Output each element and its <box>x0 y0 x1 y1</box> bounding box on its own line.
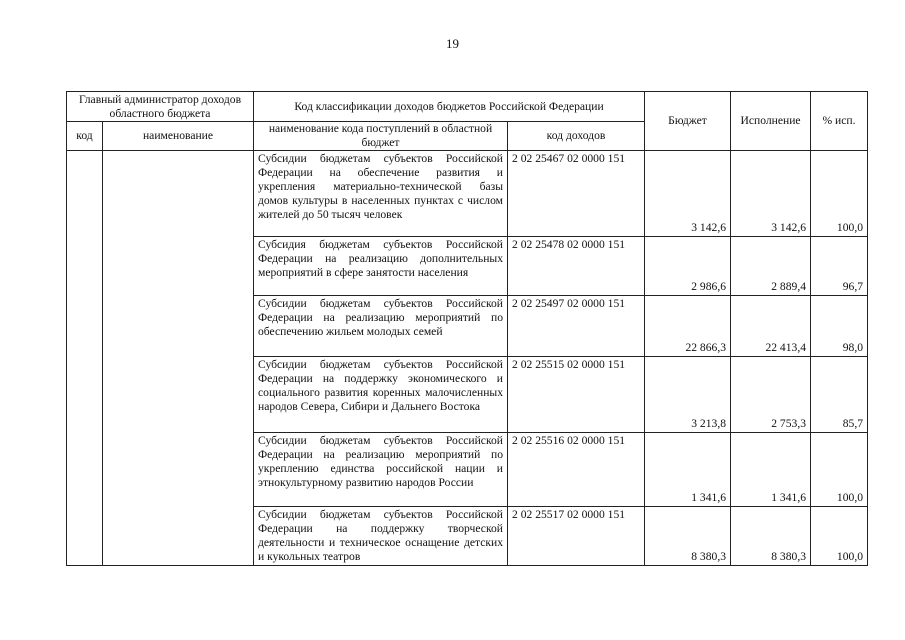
header-code: код <box>67 122 103 151</box>
admin-name-cell <box>103 237 254 296</box>
table-row <box>67 237 868 296</box>
execution-cell: 22 413,4 <box>731 296 811 357</box>
execution-cell: 3 142,6 <box>731 151 811 237</box>
table-row <box>67 296 868 357</box>
admin-name-cell <box>103 151 254 237</box>
income-name-cell: Субсидии бюджетам субъектов Российской Федерации на реализацию мероприятий по укреплению единства российской нации и этнокультурному развитию народов России <box>254 433 508 507</box>
income-code-cell: 2 02 25517 02 0000 151 <box>508 507 645 566</box>
budget-cell: 22 866,3 <box>645 296 731 357</box>
header-budget: Бюджет <box>645 92 731 151</box>
percent-cell: 98,0 <box>811 296 868 357</box>
income-code-cell: 2 02 25497 02 0000 151 <box>508 296 645 357</box>
admin-code-cell <box>67 433 103 507</box>
table-row <box>67 357 868 433</box>
percent-cell: 85,7 <box>811 357 868 433</box>
header-execution: Исполнение <box>731 92 811 151</box>
table-row <box>67 433 868 507</box>
admin-code-cell <box>67 296 103 357</box>
table-body <box>67 151 868 566</box>
percent-cell: 100,0 <box>811 507 868 566</box>
income-code-cell: 2 02 25515 02 0000 151 <box>508 357 645 433</box>
income-name-cell: Субсидия бюджетам субъектов Российской Федерации на реализацию дополнительных мероприятий в сфере занятости населения <box>254 237 508 296</box>
header-admin-group: Главный администратор доходов областного бюджета <box>67 92 254 122</box>
header-classification-group: Код классификации доходов бюджетов Российской Федерации <box>254 92 645 122</box>
admin-code-cell <box>67 507 103 566</box>
income-code-cell: 2 02 25467 02 0000 151 <box>508 151 645 237</box>
income-name-cell: Субсидии бюджетам субъектов Российской Федерации на поддержку экономического и социального развития коренных малочисленных народов Севера, Сибири и Дальнего Востока <box>254 357 508 433</box>
header-name: наименование <box>103 122 254 151</box>
budget-cell: 8 380,3 <box>645 507 731 566</box>
budget-cell: 1 341,6 <box>645 433 731 507</box>
execution-cell: 2 889,4 <box>731 237 811 296</box>
table-row <box>67 507 868 566</box>
income-name-cell: Субсидии бюджетам субъектов Российской Федерации на поддержку творческой деятельности и техническое оснащение детских и кукольных театров <box>254 507 508 566</box>
admin-name-cell <box>103 507 254 566</box>
table-row <box>67 151 868 237</box>
admin-name-cell <box>103 296 254 357</box>
admin-code-cell <box>67 151 103 237</box>
income-name-cell: Субсидии бюджетам субъектов Российской Федерации на реализацию мероприятий по обеспечению жильем молодых семей <box>254 296 508 357</box>
budget-cell: 3 213,8 <box>645 357 731 433</box>
header-percent: % исп. <box>811 92 868 151</box>
execution-cell: 1 341,6 <box>731 433 811 507</box>
percent-cell: 100,0 <box>811 151 868 237</box>
income-code-cell: 2 02 25516 02 0000 151 <box>508 433 645 507</box>
percent-cell: 100,0 <box>811 433 868 507</box>
budget-cell: 3 142,6 <box>645 151 731 237</box>
header-income-code: код доходов <box>508 122 645 151</box>
income-code-cell: 2 02 25478 02 0000 151 <box>508 237 645 296</box>
admin-name-cell <box>103 357 254 433</box>
percent-cell: 96,7 <box>811 237 868 296</box>
table-header <box>67 92 868 151</box>
admin-code-cell <box>67 237 103 296</box>
income-name-cell: Субсидии бюджетам субъектов Российской Федерации на обеспечение развития и укрепления материально-технической базы домов культуры в населенных пунктах с числом жителей до 50 тысяч человек <box>254 151 508 237</box>
execution-cell: 2 753,3 <box>731 357 811 433</box>
admin-name-cell <box>103 433 254 507</box>
admin-code-cell <box>67 357 103 433</box>
revenue-table <box>66 91 868 566</box>
header-income-name: наименование кода поступлений в областной бюджет <box>254 122 508 151</box>
page-number: 19 <box>446 36 459 51</box>
execution-cell: 8 380,3 <box>731 507 811 566</box>
budget-cell: 2 986,6 <box>645 237 731 296</box>
